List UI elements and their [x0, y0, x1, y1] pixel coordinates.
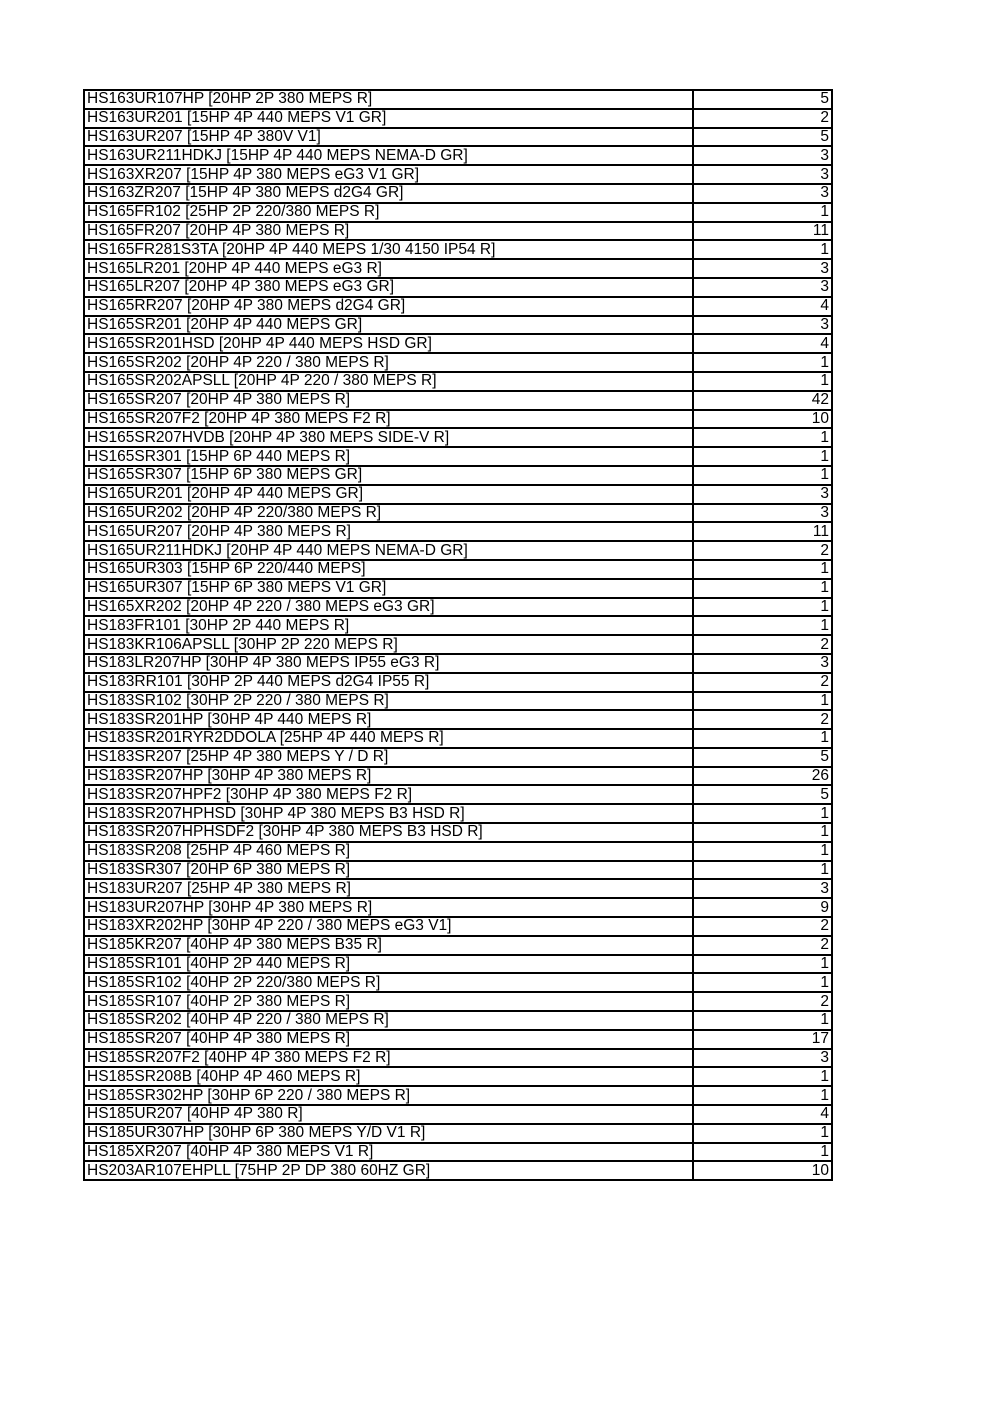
table-row: [84, 673, 832, 692]
item-quantity-cell: 1: [693, 729, 832, 748]
table-row: [84, 804, 832, 823]
item-description-cell: HS183SR208 [25HP 4P 460 MEPS R]: [84, 842, 693, 861]
item-quantity-cell: 42: [693, 391, 832, 410]
item-description-cell: HS185SR208B [40HP 4P 460 MEPS R]: [84, 1067, 693, 1086]
item-description-cell: HS163UR211HDKJ [15HP 4P 440 MEPS NEMA-D GR]: [84, 146, 693, 165]
table-row: [84, 1124, 832, 1143]
item-description-cell: HS165UR207 [20HP 4P 380 MEPS R]: [84, 522, 693, 541]
item-quantity-cell: 2: [693, 936, 832, 955]
item-description-cell: HS165LR207 [20HP 4P 380 MEPS eG3 GR]: [84, 278, 693, 297]
item-quantity-cell: 1: [693, 428, 832, 447]
table-row: [84, 1011, 832, 1030]
table-row: [84, 767, 832, 786]
inventory-sheet: [83, 89, 833, 1181]
item-description-cell: HS183SR201RYR2DDOLA [25HP 4P 440 MEPS R]: [84, 729, 693, 748]
item-description-cell: HS165FR281S3TA [20HP 4P 440 MEPS 1/30 4150 IP54 R]: [84, 240, 693, 259]
table-row: [84, 428, 832, 447]
item-quantity-cell: 11: [693, 222, 832, 241]
item-quantity-cell: 1: [693, 804, 832, 823]
item-quantity-cell: 9: [693, 898, 832, 917]
item-description-cell: HS185XR207 [40HP 4P 380 MEPS V1 R]: [84, 1143, 693, 1162]
item-quantity-cell: 1: [693, 842, 832, 861]
item-quantity-cell: 11: [693, 522, 832, 541]
item-quantity-cell: 3: [693, 259, 832, 278]
item-quantity-cell: 1: [693, 447, 832, 466]
table-row: [84, 710, 832, 729]
item-description-cell: HS183SR207HP [30HP 4P 380 MEPS R]: [84, 767, 693, 786]
table-row: [84, 598, 832, 617]
table-row: [84, 692, 832, 711]
table-row: [84, 90, 832, 109]
table-row: [84, 879, 832, 898]
item-description-cell: HS183RR101 [30HP 2P 440 MEPS d2G4 IP55 R]: [84, 673, 693, 692]
item-quantity-cell: 1: [693, 692, 832, 711]
item-description-cell: HS183UR207HP [30HP 4P 380 MEPS R]: [84, 898, 693, 917]
item-description-cell: HS163ZR207 [15HP 4P 380 MEPS d2G4 GR]: [84, 184, 693, 203]
item-quantity-cell: 1: [693, 955, 832, 974]
item-quantity-cell: 2: [693, 992, 832, 1011]
table-row: [84, 146, 832, 165]
table-row: [84, 222, 832, 241]
item-description-cell: HS185SR101 [40HP 2P 440 MEPS R]: [84, 955, 693, 974]
table-row: [84, 372, 832, 391]
table-row: [84, 353, 832, 372]
inventory-table: [83, 89, 833, 1181]
item-quantity-cell: 2: [693, 710, 832, 729]
item-quantity-cell: 3: [693, 654, 832, 673]
table-row: [84, 1086, 832, 1105]
item-quantity-cell: 3: [693, 165, 832, 184]
table-row: [84, 823, 832, 842]
table-row: [84, 109, 832, 128]
table-row: [84, 203, 832, 222]
item-description-cell: HS165UR211HDKJ [20HP 4P 440 MEPS NEMA-D GR]: [84, 541, 693, 560]
item-quantity-cell: 4: [693, 334, 832, 353]
item-description-cell: HS185SR102 [40HP 2P 220/380 MEPS R]: [84, 973, 693, 992]
item-quantity-cell: 1: [693, 1011, 832, 1030]
item-quantity-cell: 2: [693, 635, 832, 654]
table-row: [84, 654, 832, 673]
table-row: [84, 165, 832, 184]
item-quantity-cell: 2: [693, 541, 832, 560]
item-description-cell: HS163XR207 [15HP 4P 380 MEPS eG3 V1 GR]: [84, 165, 693, 184]
item-quantity-cell: 5: [693, 785, 832, 804]
item-description-cell: HS183KR106APSLL [30HP 2P 220 MEPS R]: [84, 635, 693, 654]
table-row: [84, 616, 832, 635]
item-quantity-cell: 1: [693, 598, 832, 617]
item-quantity-cell: 2: [693, 917, 832, 936]
table-row: [84, 842, 832, 861]
item-quantity-cell: 2: [693, 109, 832, 128]
item-description-cell: HS165FR207 [20HP 4P 380 MEPS R]: [84, 222, 693, 241]
item-quantity-cell: 1: [693, 579, 832, 598]
item-quantity-cell: 5: [693, 128, 832, 147]
item-quantity-cell: 1: [693, 203, 832, 222]
item-description-cell: HS183SR102 [30HP 2P 220 / 380 MEPS R]: [84, 692, 693, 711]
table-row: [84, 748, 832, 767]
item-quantity-cell: 1: [693, 353, 832, 372]
item-description-cell: HS203AR107EHPLL [75HP 2P DP 380 60HZ GR]: [84, 1161, 693, 1180]
item-quantity-cell: 3: [693, 278, 832, 297]
table-row: [84, 955, 832, 974]
item-description-cell: HS163UR207 [15HP 4P 380V V1]: [84, 128, 693, 147]
item-description-cell: HS183FR101 [30HP 2P 440 MEPS R]: [84, 616, 693, 635]
item-description-cell: HS163UR107HP [20HP 2P 380 MEPS R]: [84, 90, 693, 109]
item-description-cell: HS165SR207HVDB [20HP 4P 380 MEPS SIDE-V R]: [84, 428, 693, 447]
table-row: [84, 1143, 832, 1162]
table-row: [84, 861, 832, 880]
table-row: [84, 485, 832, 504]
table-row: [84, 278, 832, 297]
item-description-cell: HS165SR202APSLL [20HP 4P 220 / 380 MEPS R]: [84, 372, 693, 391]
table-row: [84, 1161, 832, 1180]
item-description-cell: HS165SR307 [15HP 6P 380 MEPS GR]: [84, 466, 693, 485]
table-row: [84, 785, 832, 804]
item-description-cell: HS185UR207 [40HP 4P 380 R]: [84, 1105, 693, 1124]
item-quantity-cell: 3: [693, 485, 832, 504]
table-row: [84, 729, 832, 748]
table-row: [84, 541, 832, 560]
item-description-cell: HS165UR202 [20HP 4P 220/380 MEPS R]: [84, 504, 693, 523]
table-row: [84, 1030, 832, 1049]
item-quantity-cell: 3: [693, 1049, 832, 1068]
item-quantity-cell: 1: [693, 973, 832, 992]
item-quantity-cell: 1: [693, 372, 832, 391]
item-description-cell: HS165SR207F2 [20HP 4P 380 MEPS F2 R]: [84, 410, 693, 429]
table-row: [84, 184, 832, 203]
table-row: [84, 1067, 832, 1086]
table-row: [84, 259, 832, 278]
item-description-cell: HS185SR202 [40HP 4P 220 / 380 MEPS R]: [84, 1011, 693, 1030]
item-description-cell: HS165SR201 [20HP 4P 440 MEPS GR]: [84, 316, 693, 335]
item-description-cell: HS165SR202 [20HP 4P 220 / 380 MEPS R]: [84, 353, 693, 372]
item-quantity-cell: 4: [693, 1105, 832, 1124]
item-quantity-cell: 10: [693, 410, 832, 429]
item-description-cell: HS183SR201HP [30HP 4P 440 MEPS R]: [84, 710, 693, 729]
item-description-cell: HS165UR201 [20HP 4P 440 MEPS GR]: [84, 485, 693, 504]
item-quantity-cell: 5: [693, 90, 832, 109]
table-row: [84, 635, 832, 654]
item-description-cell: HS183LR207HP [30HP 4P 380 MEPS IP55 eG3 R]: [84, 654, 693, 673]
item-quantity-cell: 3: [693, 184, 832, 203]
item-description-cell: HS165RR207 [20HP 4P 380 MEPS d2G4 GR]: [84, 297, 693, 316]
item-quantity-cell: 3: [693, 146, 832, 165]
item-quantity-cell: 1: [693, 616, 832, 635]
item-description-cell: HS185SR302HP [30HP 6P 220 / 380 MEPS R]: [84, 1086, 693, 1105]
item-description-cell: HS183SR207HPF2 [30HP 4P 380 MEPS F2 R]: [84, 785, 693, 804]
item-description-cell: HS183SR307 [20HP 6P 380 MEPS R]: [84, 861, 693, 880]
table-row: [84, 973, 832, 992]
item-quantity-cell: 3: [693, 504, 832, 523]
item-description-cell: HS165LR201 [20HP 4P 440 MEPS eG3 R]: [84, 259, 693, 278]
table-row: [84, 560, 832, 579]
item-description-cell: HS165SR207 [20HP 4P 380 MEPS R]: [84, 391, 693, 410]
table-row: [84, 898, 832, 917]
table-row: [84, 297, 832, 316]
item-quantity-cell: 1: [693, 466, 832, 485]
item-description-cell: HS185SR107 [40HP 2P 380 MEPS R]: [84, 992, 693, 1011]
table-row: [84, 1049, 832, 1068]
table-row: [84, 391, 832, 410]
table-row: [84, 410, 832, 429]
item-quantity-cell: 3: [693, 879, 832, 898]
item-quantity-cell: 1: [693, 1086, 832, 1105]
item-description-cell: HS165XR202 [20HP 4P 220 / 380 MEPS eG3 GR]: [84, 598, 693, 617]
table-row: [84, 466, 832, 485]
item-quantity-cell: 1: [693, 823, 832, 842]
table-row: [84, 447, 832, 466]
item-quantity-cell: 2: [693, 673, 832, 692]
item-quantity-cell: 1: [693, 861, 832, 880]
item-quantity-cell: 4: [693, 297, 832, 316]
table-row: [84, 917, 832, 936]
item-quantity-cell: 1: [693, 560, 832, 579]
item-quantity-cell: 1: [693, 240, 832, 259]
table-row: [84, 128, 832, 147]
table-row: [84, 316, 832, 335]
item-description-cell: HS185UR307HP [30HP 6P 380 MEPS Y/D V1 R]: [84, 1124, 693, 1143]
table-row: [84, 1105, 832, 1124]
item-description-cell: HS183SR207HPHSD [30HP 4P 380 MEPS B3 HSD R]: [84, 804, 693, 823]
item-quantity-cell: 10: [693, 1161, 832, 1180]
item-description-cell: HS165SR201HSD [20HP 4P 440 MEPS HSD GR]: [84, 334, 693, 353]
table-row: [84, 992, 832, 1011]
table-row: [84, 579, 832, 598]
table-row: [84, 504, 832, 523]
item-description-cell: HS165FR102 [25HP 2P 220/380 MEPS R]: [84, 203, 693, 222]
table-row: [84, 334, 832, 353]
item-description-cell: HS165UR307 [15HP 6P 380 MEPS V1 GR]: [84, 579, 693, 598]
item-quantity-cell: 17: [693, 1030, 832, 1049]
item-description-cell: HS183UR207 [25HP 4P 380 MEPS R]: [84, 879, 693, 898]
item-description-cell: HS183SR207HPHSDF2 [30HP 4P 380 MEPS B3 HSD R]: [84, 823, 693, 842]
item-quantity-cell: 1: [693, 1067, 832, 1086]
item-description-cell: HS165SR301 [15HP 6P 440 MEPS R]: [84, 447, 693, 466]
table-row: [84, 936, 832, 955]
item-description-cell: HS185SR207 [40HP 4P 380 MEPS R]: [84, 1030, 693, 1049]
item-quantity-cell: 1: [693, 1143, 832, 1162]
item-quantity-cell: 26: [693, 767, 832, 786]
item-description-cell: HS183SR207 [25HP 4P 380 MEPS Y / D R]: [84, 748, 693, 767]
item-description-cell: HS183XR202HP [30HP 4P 220 / 380 MEPS eG3 V1]: [84, 917, 693, 936]
item-quantity-cell: 3: [693, 316, 832, 335]
item-description-cell: HS163UR201 [15HP 4P 440 MEPS V1 GR]: [84, 109, 693, 128]
table-row: [84, 522, 832, 541]
item-description-cell: HS185KR207 [40HP 4P 380 MEPS B35 R]: [84, 936, 693, 955]
inventory-table-body: [84, 90, 832, 1180]
item-quantity-cell: 5: [693, 748, 832, 767]
item-description-cell: HS185SR207F2 [40HP 4P 380 MEPS F2 R]: [84, 1049, 693, 1068]
table-row: [84, 240, 832, 259]
item-description-cell: HS165UR303 [15HP 6P 220/440 MEPS]: [84, 560, 693, 579]
item-quantity-cell: 1: [693, 1124, 832, 1143]
